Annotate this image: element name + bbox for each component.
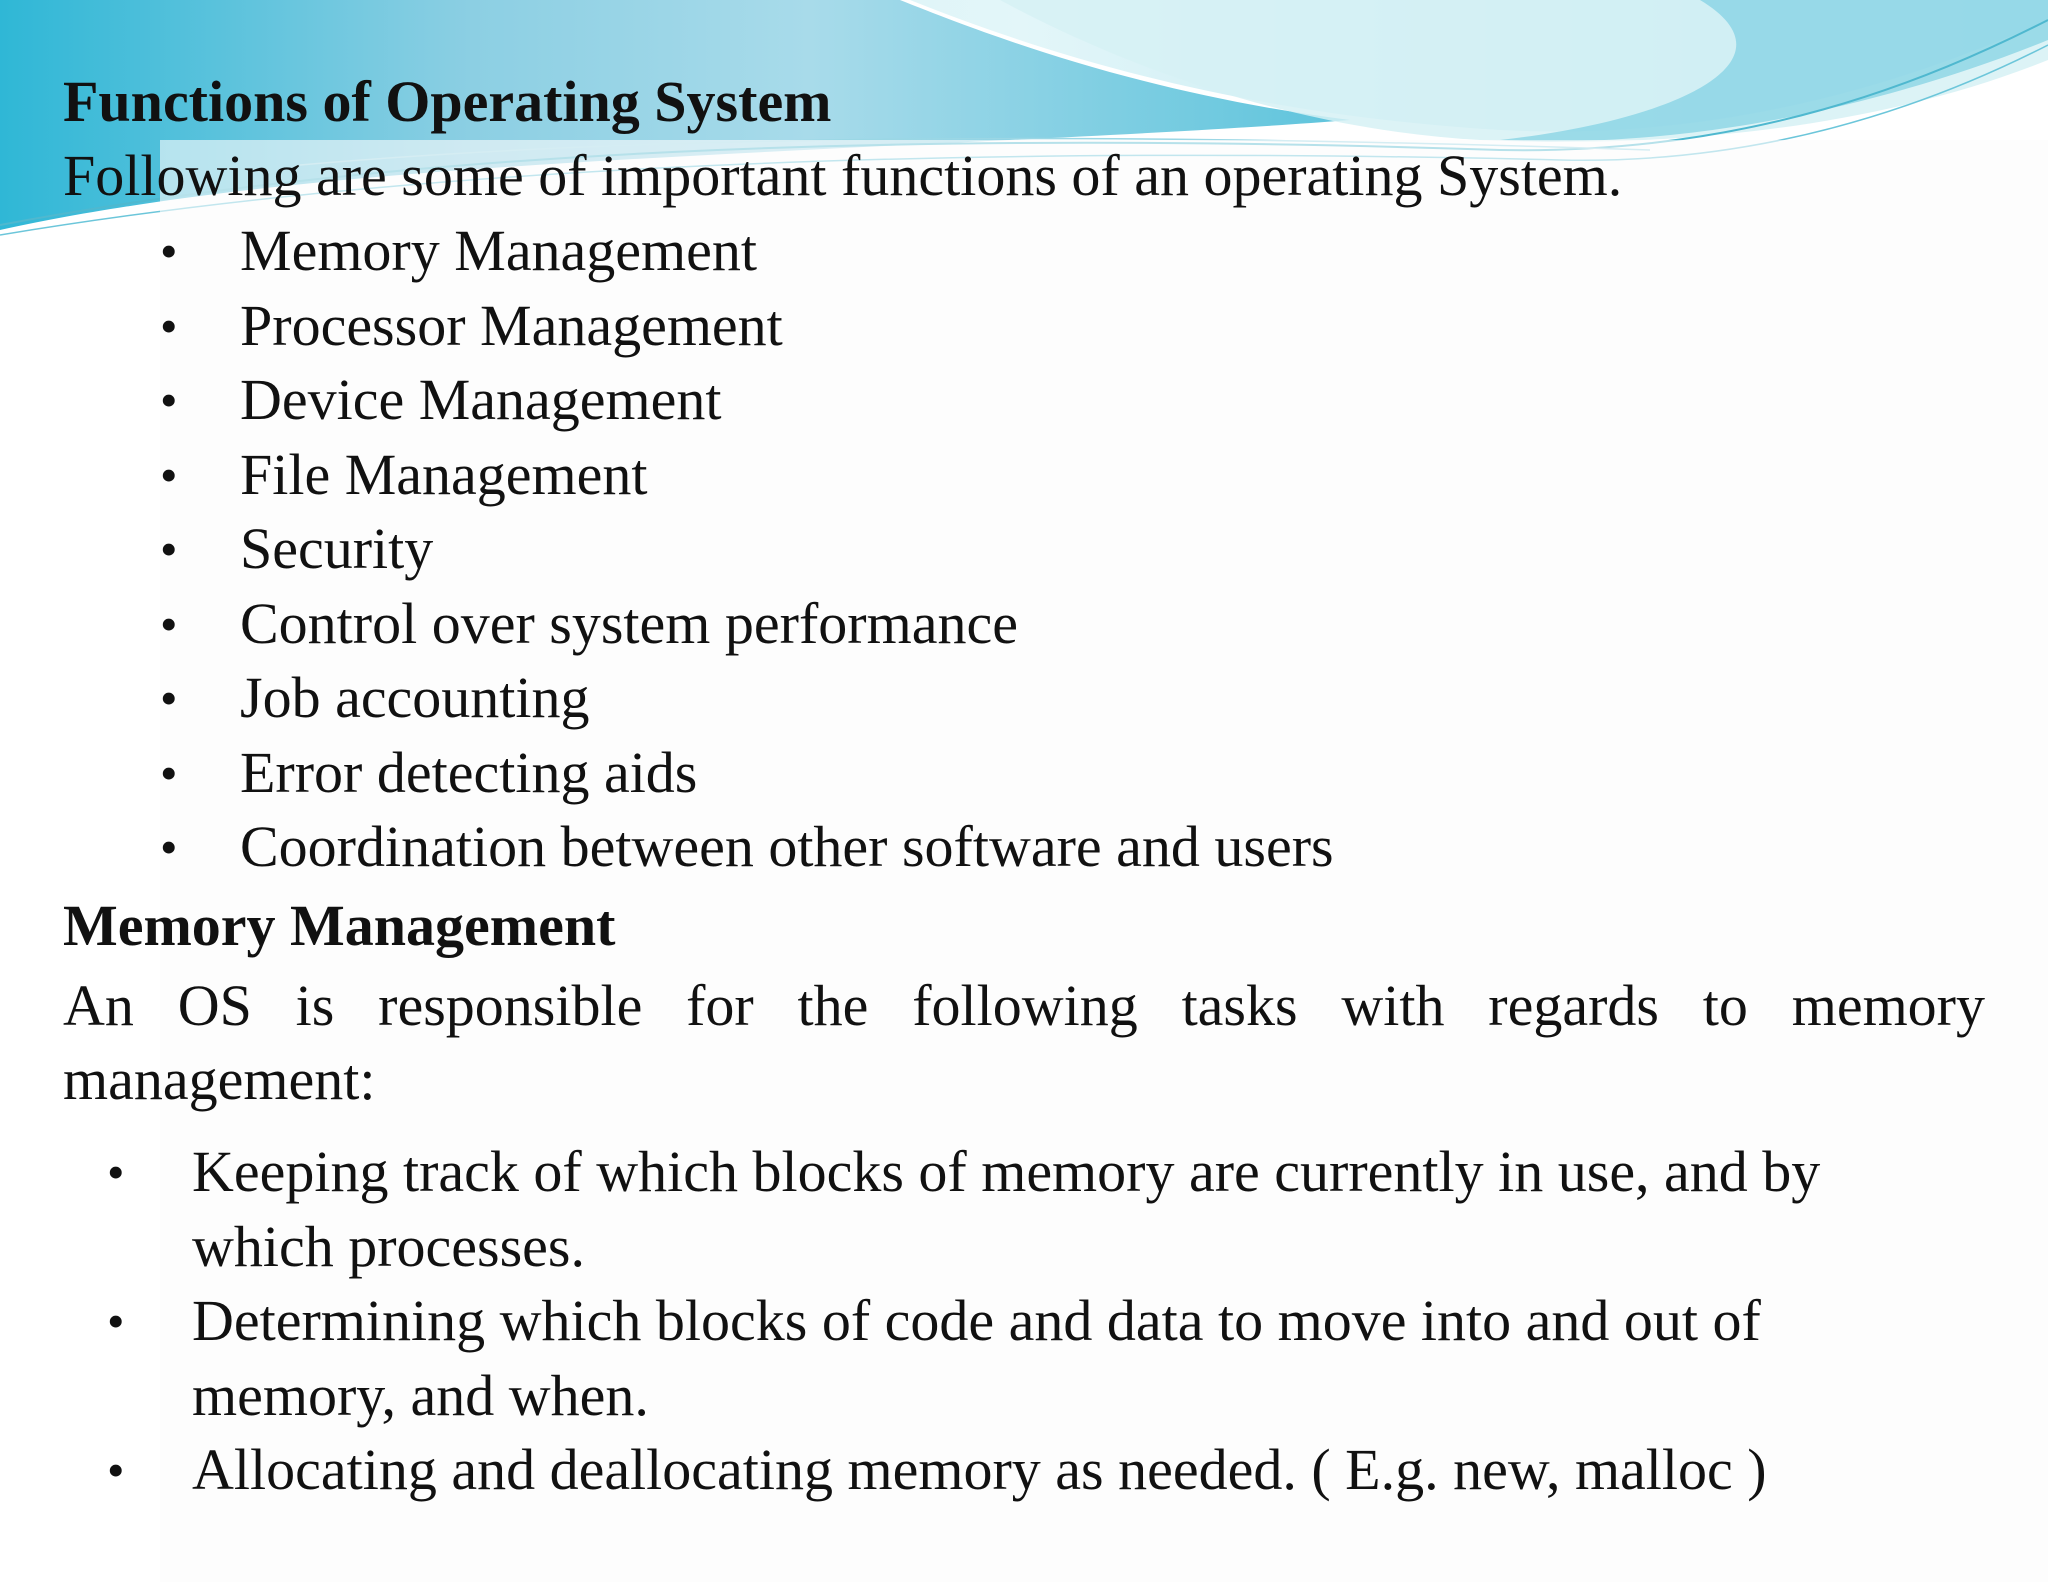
functions-list xyxy=(160,214,1334,885)
slide-title: Functions of Operating System xyxy=(63,69,832,134)
list-item: • Control over system performance xyxy=(240,587,1334,662)
list-item: • Memory Management xyxy=(240,214,1334,289)
list-item: • File Management xyxy=(240,438,1334,513)
list-item: • Security xyxy=(240,512,1334,587)
bullet-icon: • xyxy=(107,1144,125,1200)
bullet-icon: • xyxy=(160,595,178,652)
bullet-icon: • xyxy=(160,297,178,354)
bullet-icon: • xyxy=(160,372,178,428)
tasks-list xyxy=(107,1135,1972,1508)
bullet-icon: • xyxy=(160,223,178,279)
bullet-icon: • xyxy=(160,819,178,875)
bullet-icon: • xyxy=(160,744,178,801)
list-item: • Allocating and deallocating memory as needed. ( E.g. new, malloc ) xyxy=(192,1433,1972,1508)
bullet-icon: • xyxy=(160,521,178,577)
bullet-icon: • xyxy=(107,1442,125,1498)
section-intro: An OS is responsible for the following tasks with regards to memory management: xyxy=(63,973,1985,1112)
section-heading: Memory Management xyxy=(63,893,616,958)
list-item: • Coordination between other software and users xyxy=(240,810,1334,885)
bullet-icon: • xyxy=(107,1293,125,1349)
list-item: • Error detecting aids xyxy=(240,736,1334,811)
bullet-icon: • xyxy=(160,670,178,726)
list-item: • Device Management xyxy=(240,363,1334,438)
list-item: • Processor Management xyxy=(240,289,1334,364)
intro-text: Following are some of important functions of an operating System. xyxy=(63,143,1623,208)
bullet-icon: • xyxy=(160,446,178,503)
list-item: • Job accounting xyxy=(240,661,1334,736)
list-item: • Keeping track of which blocks of memory are currently in use, and by which processes. xyxy=(192,1135,1972,1284)
list-item: • Determining which blocks of code and data to move into and out of memory, and when. xyxy=(192,1284,1972,1433)
